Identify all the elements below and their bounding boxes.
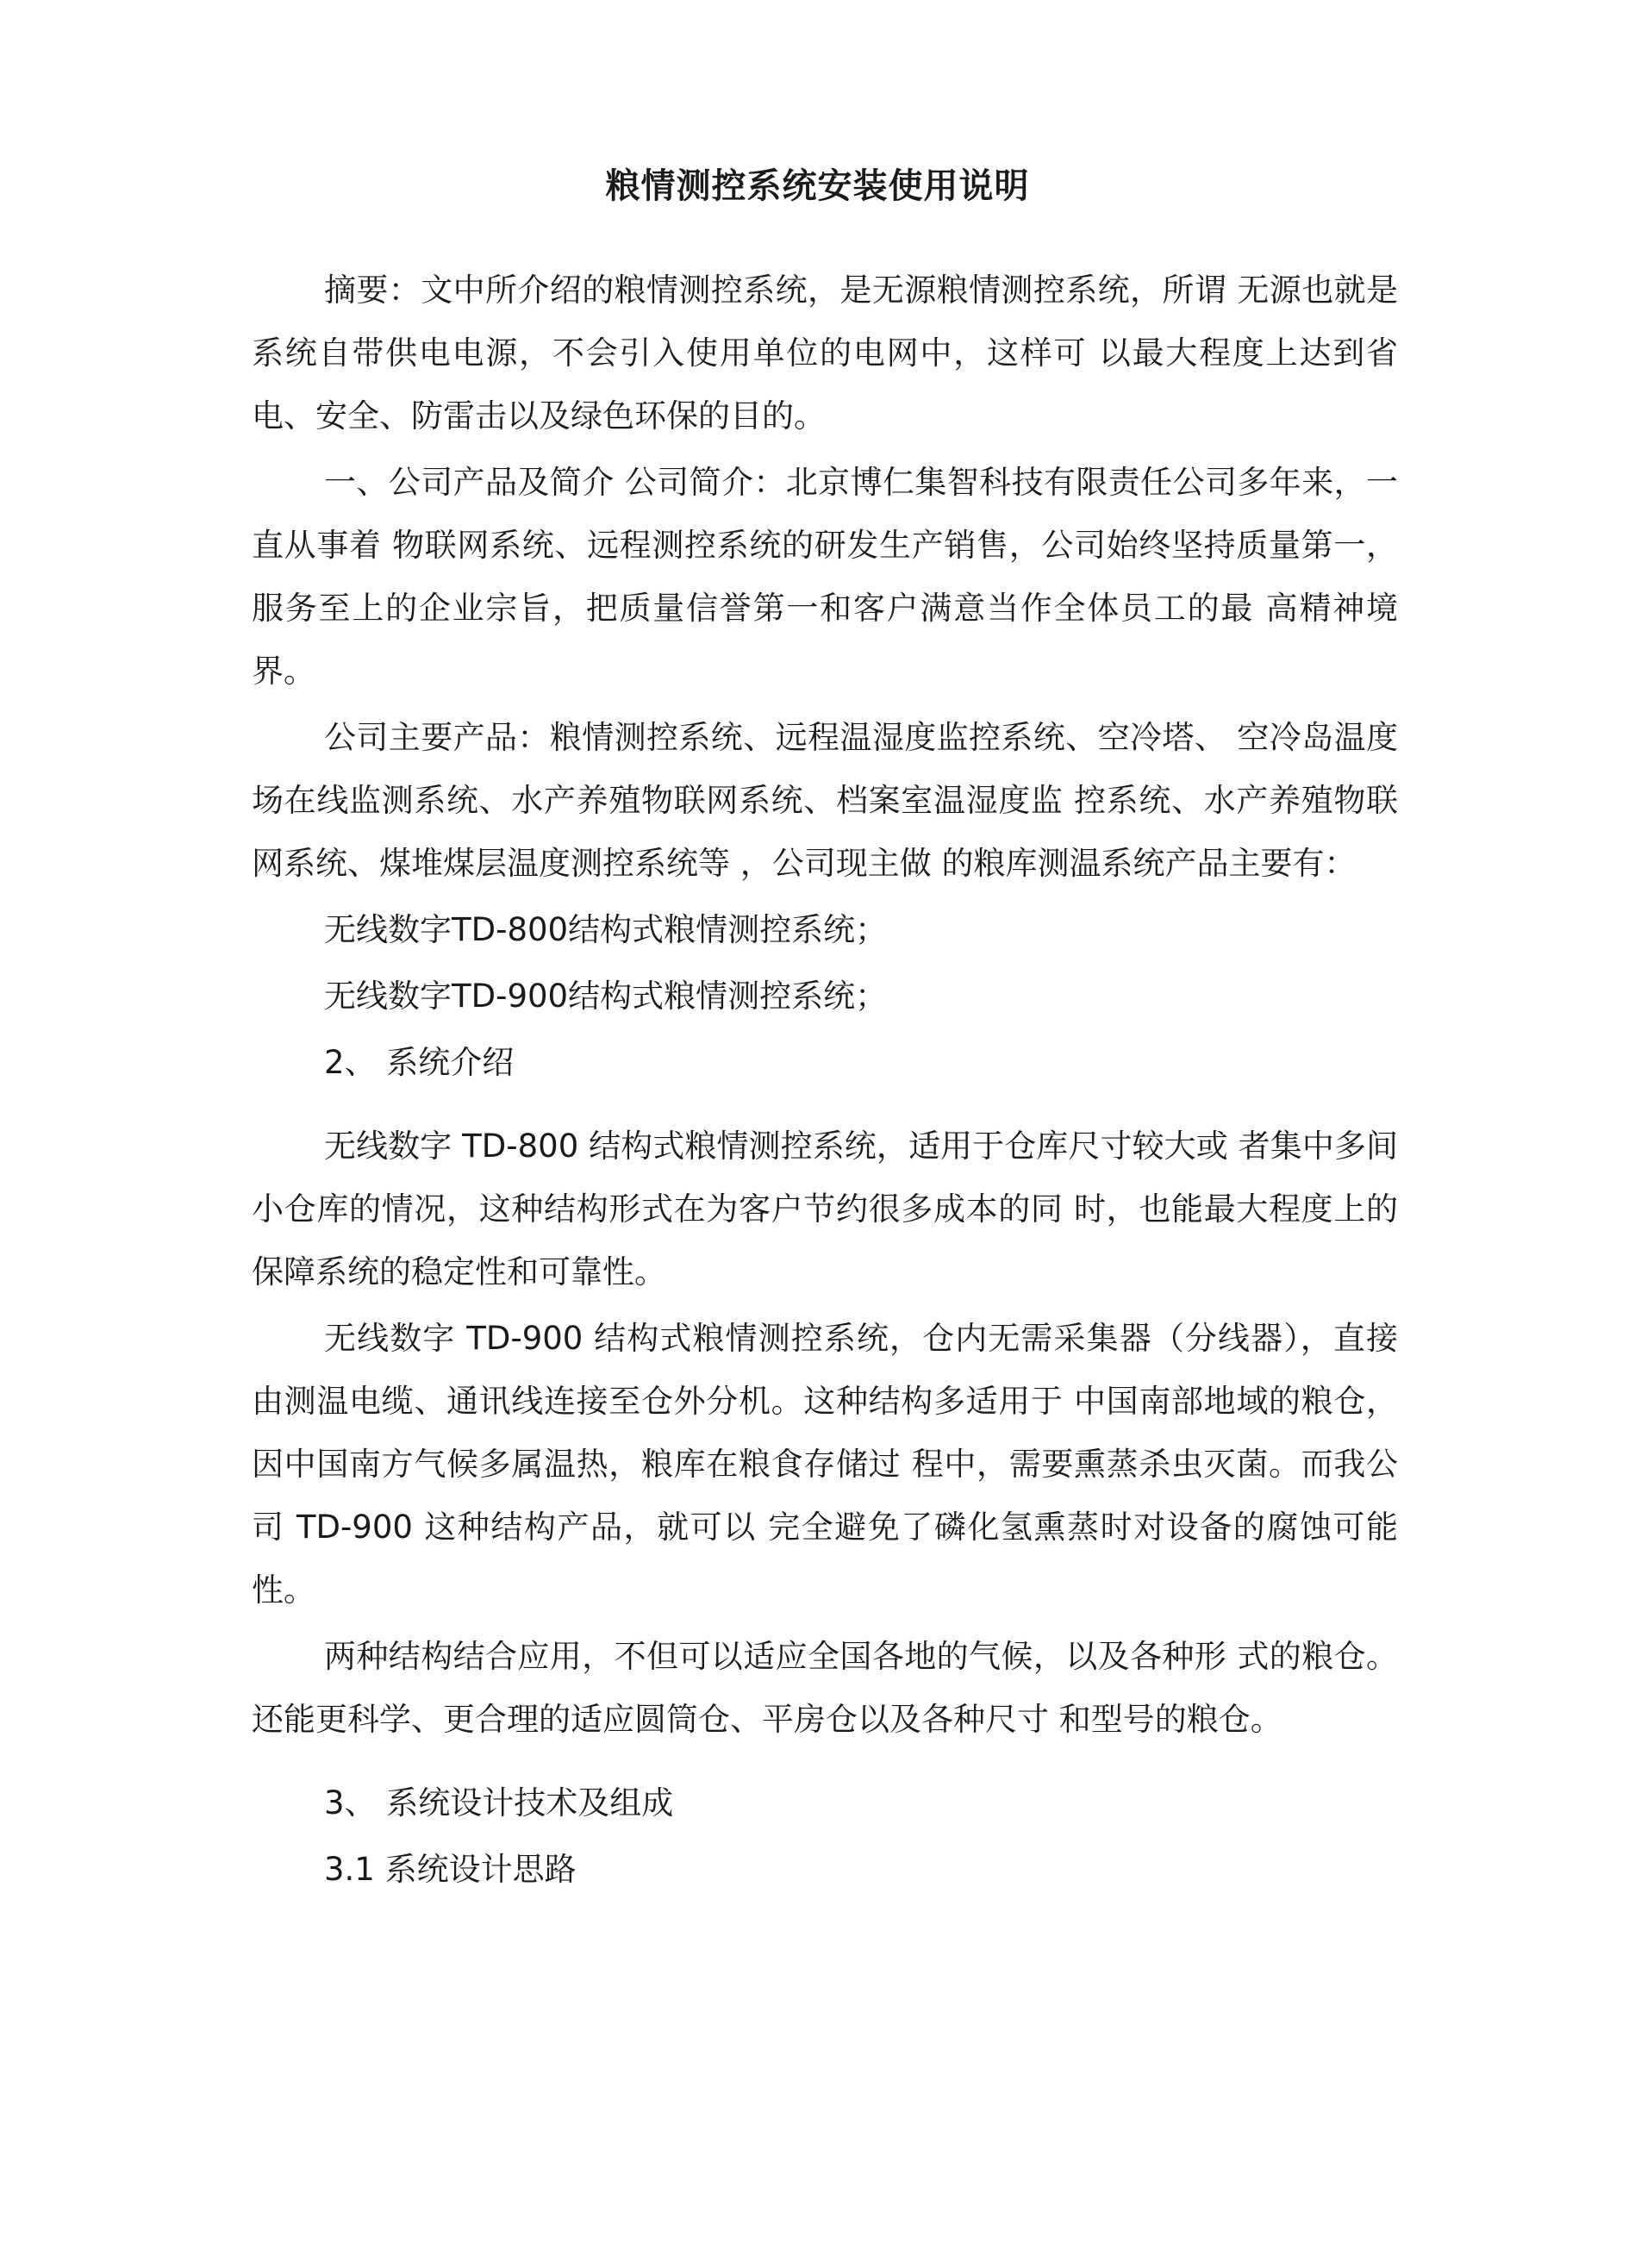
subsection-heading-3-1: 3.1 系统设计思路 xyxy=(324,1851,577,1888)
td800-description-paragraph: 无线数字 TD-800 结构式粮情测控系统，适用于仓库尺寸较大或 者集中多间小仓库的情况，这种结构形式在为客户节约很多成本的同 时，也能最大程度上的保障系统的稳定性和可靠性。 xyxy=(252,1128,1398,1290)
section-heading-2: 2、 系统介绍 xyxy=(324,1044,515,1081)
abstract-paragraph: 摘要：文中所介绍的粮情测控系统，是无源粮情测控系统，所谓 无源也就是系统自带供电电源，不会引入使用单位的电网中，这样可 以最大程度上达到省电、安全、防雷击以及绿色环保的目的。 xyxy=(252,272,1398,434)
product-item-td900: 无线数字TD-900结构式粮情测控系统； xyxy=(324,978,888,1015)
td900-description-paragraph: 无线数字 TD-900 结构式粮情测控系统，仓内无需采集器（分线器），直接由测温电缆、通讯线连接至仓外分机。这种结构多适用于 中国南部地域的粮仓，因中国南方气候多属温热，粮库在粮食存储过 程中，需要熏蒸杀虫灭菌。而我公司 TD-900 这种结构产品，就可以 完全避免了磷化氢熏蒸时对设备的腐蚀可能性。 xyxy=(252,1320,1398,1609)
products-paragraph: 公司主要产品：粮情测控系统、远程温湿度监控系统、空冷塔、 空冷岛温度场在线监测系统、水产养殖物联网系统、档案室温湿度监 控系统、水产养殖物联网系统、煤堆煤层温度测控系统等 ，公司现主做 的粮库测温系统产品主要有： xyxy=(252,719,1398,882)
document-title: 粮情测控系统安装使用说明 xyxy=(605,166,1030,206)
section-heading-3: 3、 系统设计技术及组成 xyxy=(324,1784,674,1821)
company-intro-paragraph: 一、公司产品及简介 公司简介：北京博仁集智科技有限责任公司多年来，一直从事着 物联网系统、远程测控系统的研发生产销售，公司始终坚持质量第一， 服务至上的企业宗旨，把质量信誉第一和客户满意当作全体员工的最 高精神境界。 xyxy=(252,464,1398,690)
document-body xyxy=(252,259,1398,1904)
product-item-td800: 无线数字TD-800结构式粮情测控系统； xyxy=(324,911,888,948)
combined-application-paragraph: 两种结构结合应用，不但可以适应全国各地的气候，以及各种形 式的粮仓。还能更科学、更合理的适应圆筒仓、平房仓以及各种尺寸 和型号的粮仓。 xyxy=(252,1638,1398,1738)
